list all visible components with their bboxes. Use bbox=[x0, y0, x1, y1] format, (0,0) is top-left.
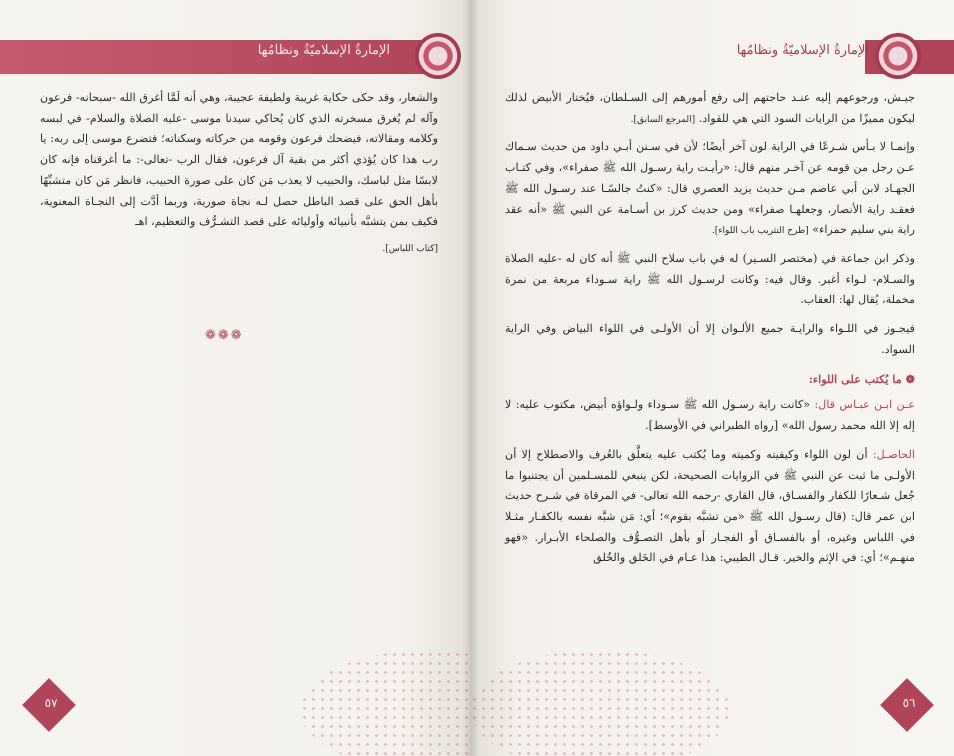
left-paragraph: والشعار، وقد حكى حكاية غريبة ولطيفة عجيبة، وهي أنه لَمَّا أغرق الله -سبحانه- فرعون وآله لم يُغرق مسخرته الذي كان يُحاكي سيدنا موسى -عليه الصلاة والسلام- في لبسه وكلامه ومقالاته، فيضحك فرعون وقومه من حركاته وسكناته؛ فتضرع موسى إلى ربه: يا رب هذا كان يُؤذي أكثر من بقية آل فرعون، فقال الرب -تعالى-: ما أغرقناه فإنه كان لابسًا مثل لباسك، والحبيب لا يعذب مَن كان على صورة الحبيب، فانظر مَن كان متشبِّهًا بأهل الحق على قصد الباطل حصل لـه نجاة صورية، وربما أدَّت إلى النجـاة المعنوية، فكيف بمن يتشبَّه بأنبيائه وأوليائه على قصد التشـرُّف والتعظيم، اهـ bbox=[40, 91, 438, 229]
page-number: ٥٧ bbox=[44, 695, 58, 710]
conclusion-paragraph: الحاصـل: أن لون اللواء وكيفيته وكميته وما يُكتب عليه يتعلَّق بالعُرف والاصطلاح إلا أن الأولـى ما ثبت عن النبي ﷺ في الروايات الصحيحة، لكن ينبغي للمسـلمين أن يجتنبوا ما جُعل شـعارًا للكفار والفسـاق، قال القاري -رحمه الله تعالى- في المرقاة في شـرح حديث ابن عمر قال: (قال رسـول الله ﷺ «من تشبَّه بقوم»؛ أي: مَن شبَّه نفسه بالكفـار مثـلا في اللباس وغيره، أو بالفسـاق أو الفجـار أو بأهل التصـوُّف والصلحاء الأبـرار. «فهو منهـم»؛ أي: في الإثم والخير. قـال الطيبي: هذا عـام في الخَلق والخُلق bbox=[505, 447, 915, 565]
left-page-body bbox=[40, 88, 438, 266]
rosette-ornament-icon bbox=[875, 33, 921, 79]
page-number: ٥٦ bbox=[902, 695, 916, 710]
header-title: الإمارةُ الإسلاميّةُ ونظامُها bbox=[736, 43, 869, 58]
dot-pattern-decoration bbox=[470, 650, 730, 756]
hadith-paragraph: عـن ابـن عبـاس قال: «كانت راية رسـول الله ﷺ سـوداء ولـواؤه أبيض، مكتوب عليه: لا إله إلا الله محمد رسول الله» [رواه الطبراني في الأوسط]. bbox=[505, 398, 915, 433]
right-page bbox=[470, 0, 954, 756]
rosette-ornament-icon bbox=[415, 33, 461, 79]
page-number-badge bbox=[22, 678, 76, 732]
page-number-badge bbox=[880, 678, 934, 732]
paragraph: جيـش، ورجوعهم إليه عنـد حاجتهم إلى رفع أمورهم إلى السـلطان، فيُختار الأبيض لذلك ليكون مميزًا من الرايات السود التي هي للقواد. [المرجع السابق]. bbox=[505, 91, 915, 125]
paragraph: وذكر ابن جماعة في (مختصر السـير) له في باب سلاح النبي ﷺ أنه كان له -عليه الصلاة والسـلام- لـواء أغبر. وقال فيه: وكانت لرسـول الله ﷺ راية سـوداء مربعة من نمرة مخملة، يُقال لها: العقاب. bbox=[505, 252, 915, 307]
left-reference: [كتاب اللباس]. bbox=[382, 244, 438, 255]
paragraph: وإنمـا لا بـأس شـرعًا في الراية لون آخر أيضًا؛ لأن في سـنن أبـي داود من حديث سـماك عـن رجل من قومه عن آخـر منهم قال: «رأيـت راية رسـول الله ﷺ صفراء»، وفي كتـاب الجهـاد لابن أبي عاصم مـن حديث يزيد العصري قال: «كنتُ جالسًـا عند رسـول الله ﷺ فعقـد راية الأنصار، وجعلهـا صفراء» ومن حديث كرز بن أسـامة عن النبي ﷺ «أنه عقد راية بني سليم حمراء» [طرح التثريب باب اللواء]. bbox=[505, 140, 915, 237]
dot-pattern-decoration bbox=[300, 650, 470, 756]
header-title: الإمارةُ الإسلاميّةُ ونظامُها bbox=[257, 43, 390, 58]
book-gutter bbox=[462, 0, 480, 756]
section-heading: ❁ ما يُكتب على اللواء: bbox=[808, 371, 915, 386]
right-page-body bbox=[505, 88, 915, 577]
left-page bbox=[0, 0, 470, 756]
ornament-divider: ❁❁❁ bbox=[205, 328, 244, 343]
paragraph: فيجـوز في اللـواء والرايـة جميع الألـوان إلا أن الأولـى في اللواء البياض وفي الراية السواد. bbox=[505, 322, 915, 356]
